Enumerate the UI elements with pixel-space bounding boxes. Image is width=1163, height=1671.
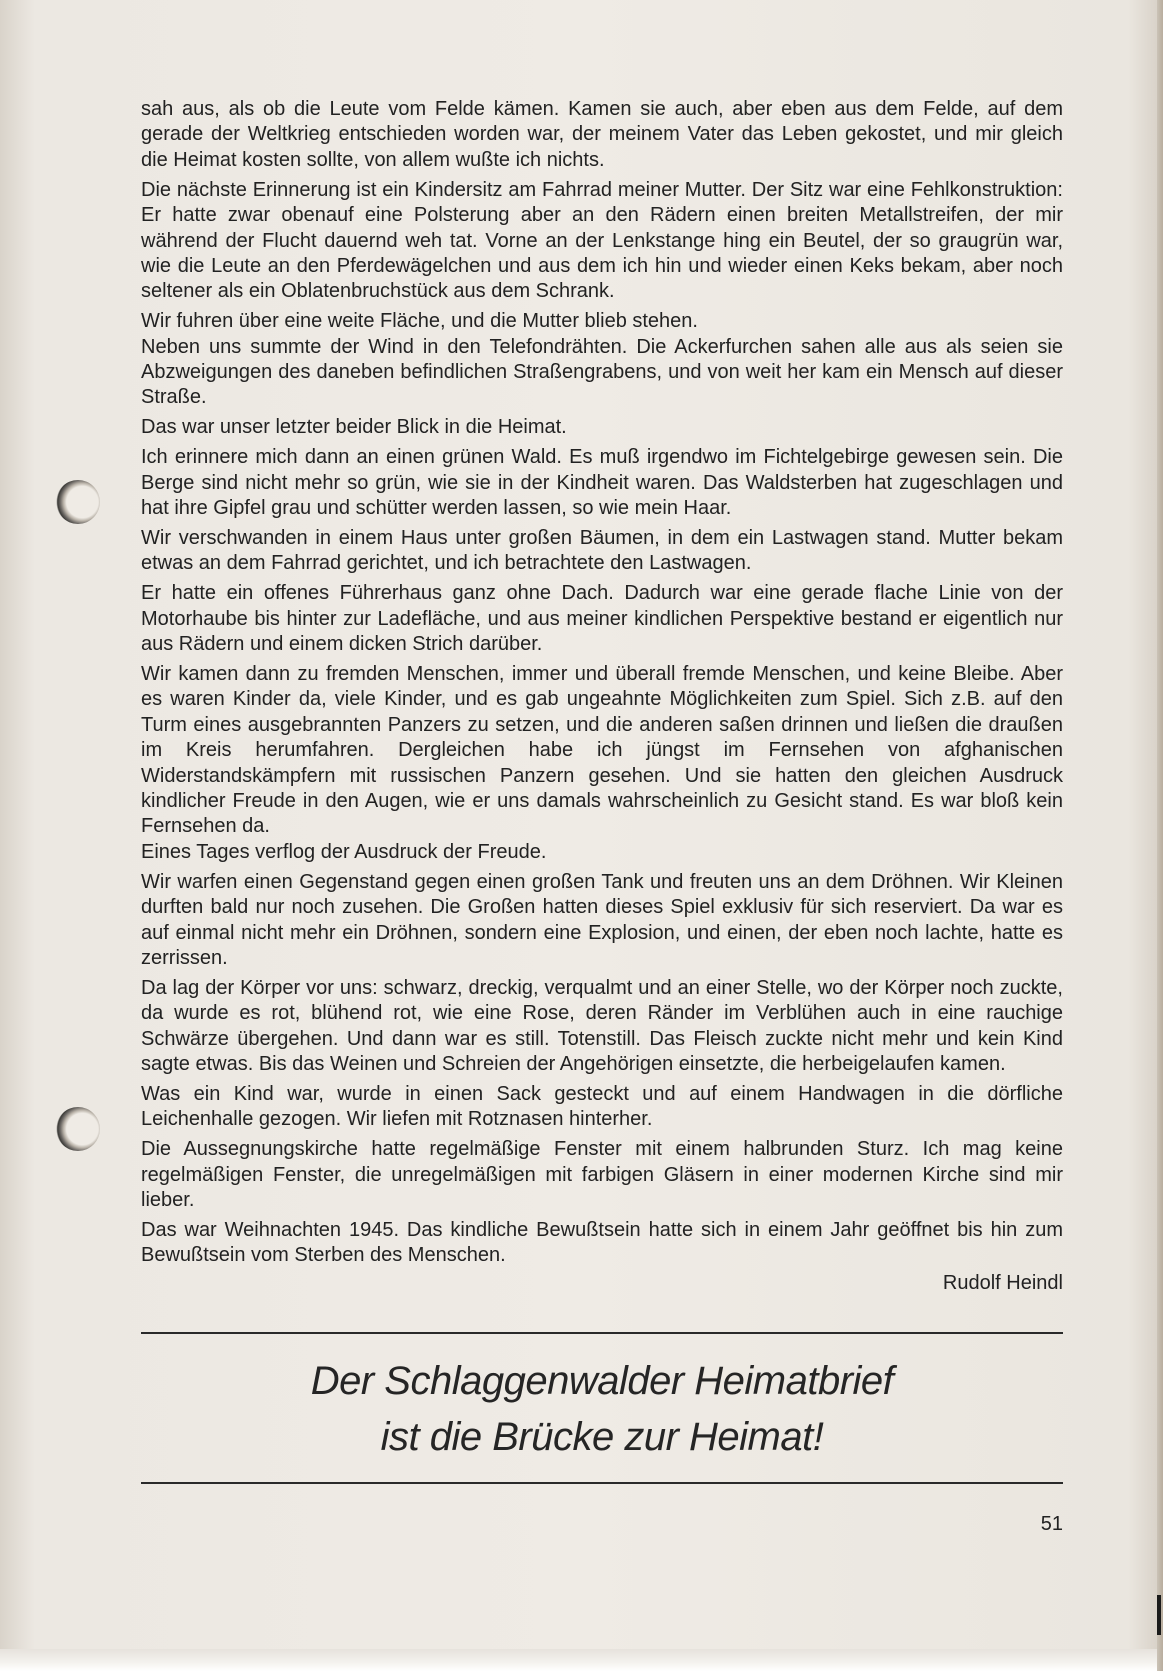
paragraph: Wir kamen dann zu fremden Menschen, immer und überall fremde Menschen, und keine Bleibe. Aber es waren Kinder da, viele Kinder, und es gab ungeahnte Möglichkeiten zum Spiel. Sich z.B. auf den Turm eines ausgebrannten Panzers zu setzen, und die anderen saßen drinnen und ließen die draußen im Kreis herumfahren. Dergleichen habe ich jüngst im Fernsehen von afghanischen Widerstandskämpfern mit russischen Panzern gesehen. Und sie hatten den gleichen Ausdruck kindlicher Freude in den Augen, wie er uns damals wahrscheinlich zu Gesicht stand. Es war bloß kein Fernsehen da. (141, 663, 1063, 838)
paragraph: Wir fuhren über eine weite Fläche, und die Mutter blieb stehen. (141, 310, 698, 333)
page-number: 51 (1040, 1513, 1063, 1535)
paragraph: Die Aussegnungskirche hatte regelmäßige Fenster mit einem halbrunden Sturz. Ich mag keine regelmäßigen Fenster, die unregelmäßigen mit farbigen Gläsern in einer modernen Kirche sind mir lieber. (141, 1138, 1063, 1212)
punch-hole (56, 1107, 100, 1151)
paragraph: Die nächste Erinnerung ist ein Kindersitz am Fahrrad meiner Mutter. Der Sitz war eine Fehlkonstruktion: Er hatte zwar obenauf eine Polsterung aber an den Rädern einen breiten Metallstreifen, der mir während der Flucht dauernd weh tat. Vorne an der Lenkstange hing ein Beutel, der so graugrün war, wie die Leute an den Pferdewägelchen und aus dem ich hin und wieder einen Keks bekam, aber noch seltener als ein Oblatenbruchstück aus dem Schrank. (141, 178, 1063, 303)
paragraph: Eines Tages verflog der Ausdruck der Freude. (141, 840, 547, 863)
punch-hole (56, 480, 100, 524)
divider-bottom (141, 1482, 1063, 1484)
paragraph: sah aus, als ob die Leute vom Felde kämen. Kamen sie auch, aber eben aus dem Felde, auf dem gerade der Weltkrieg entschieden worden war, der meinem Vater das Leben gekostet, und mir gleich die Heimat kosten sollte, von allem wußte ich nichts. (141, 98, 1063, 171)
page-edge (0, 1649, 1163, 1671)
paragraph: Was ein Kind war, wurde in einen Sack gesteckt und auf einem Handwagen in die dörfliche Leichenhalle gezogen. Wir liefen mit Rotznasen hinterher. (141, 1083, 1063, 1131)
page-edge (1157, 0, 1163, 1671)
paragraph: Wir warfen einen Gegenstand gegen einen großen Tank und freuten uns an dem Dröhnen. Wir Kleinen durften bald nur noch zusehen. Die Großen hatten dieses Spiel exklusiv für sich reserviert. Da war es auf einmal nicht mehr ein Dröhnen, sondern eine Explosion, und einen, der eben noch lachte, hatte es zerrissen. (141, 870, 1063, 969)
paragraph: Wir verschwanden in einem Haus unter großen Bäumen, in dem ein Lastwagen stand. Mutter bekam etwas an dem Fahrrad gerichtet, und ich betrachtete den Lastwagen. (141, 527, 1063, 575)
divider-top (141, 1332, 1063, 1334)
slogan (141, 1353, 1063, 1465)
slogan-line: ist die Brücke zur Heimat! (380, 1415, 824, 1459)
paragraph: Neben uns summte der Wind in den Telefondrähten. Die Ackerfurchen sahen alle aus als seien sie Abzweigungen des daneben befindlichen Straßengrabens, und von weit her kam ein Mensch auf dieser Straße. (141, 335, 1063, 409)
edge-mark (1157, 1595, 1161, 1635)
paragraph: Er hatte ein offenes Führerhaus ganz ohne Dach. Dadurch war eine gerade flache Linie von der Motorhaube bis hinter zur Ladefläche, und aus meiner kindlichen Perspektive bestand er eigentlich nur aus Rädern und einem dicken Strich darüber. (141, 582, 1063, 656)
author-signature: Rudolf Heindl (942, 1271, 1063, 1294)
paragraph: Das war Weihnachten 1945. Das kindliche Bewußtsein hatte sich in einem Jahr geöffnet bis hin zum Bewußtsein vom Sterben des Menschen. (141, 1219, 1063, 1267)
slogan-line: Der Schlaggenwalder Heimatbrief (310, 1359, 894, 1403)
paragraph: Da lag der Körper vor uns: schwarz, dreckig, verqualmt und an einer Stelle, wo der Körper noch zuckte, da wurde es rot, blühend rot, wie eine Rose, deren Ränder im Verblühen auch in eine rauchige Schwärze übergehen. Und dann war es still. Totenstill. Das Fleisch zuckte nicht mehr und kein Kind sagte etwas. Bis das Weinen und Schreien der Angehörigen einsetzte, die herbeigelaufen kamen. (141, 976, 1063, 1076)
article-body (141, 97, 1063, 1296)
paragraph: Ich erinnere mich dann an einen grünen Wald. Es muß irgendwo im Fichtelgebirge gewesen sein. Die Berge sind nicht mehr so grün, wie sie in der Kindheit waren. Das Waldsterben hat zugeschlagen und hat ihre Gipfel grau und schütter werden lassen, so wie mein Haar. (141, 446, 1063, 520)
paragraph: Das war unser letzter beider Blick in die Heimat. (141, 416, 567, 439)
